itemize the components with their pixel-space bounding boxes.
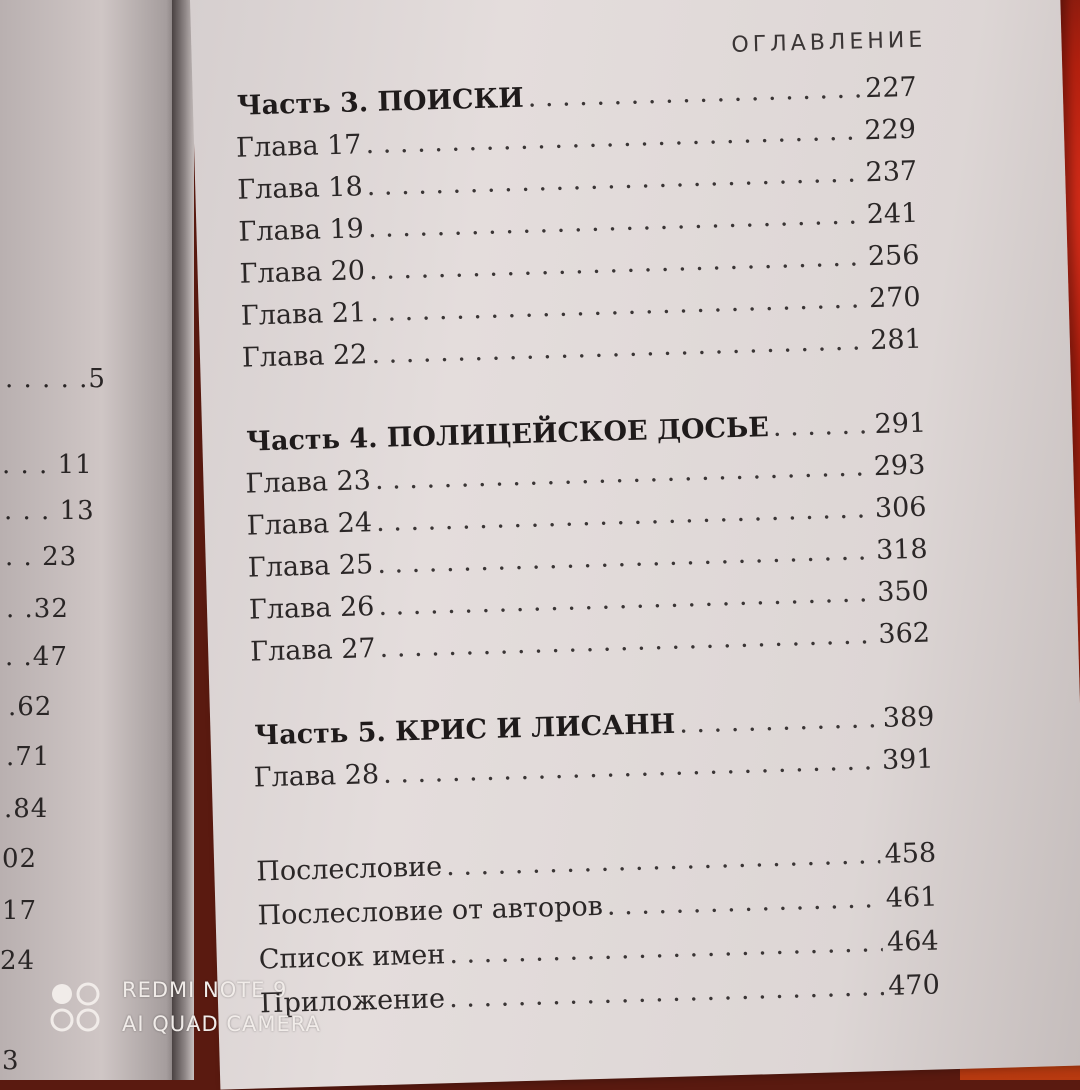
toc-page-number: 470	[887, 969, 941, 1002]
toc-label: Послесловие	[255, 851, 443, 888]
toc-chapter-row	[253, 744, 934, 794]
toc-page-number: 389	[882, 701, 935, 734]
toc-end-row	[258, 925, 939, 975]
left-page-number: . . . 13	[4, 496, 95, 526]
toc-chapter-row	[238, 198, 919, 248]
toc-label: Послесловие от авторов	[257, 890, 604, 932]
book-gutter	[172, 0, 194, 1080]
toc-page-number: 256	[867, 239, 920, 273]
toc-chapter-row	[245, 450, 926, 500]
toc-label: Список имен	[258, 939, 446, 976]
toc-leader-dots	[374, 451, 870, 496]
toc-chapter-row	[240, 282, 921, 332]
toc-page-number: 281	[869, 323, 923, 357]
toc-page-number: 270	[868, 281, 922, 315]
left-page-number: . . 23	[5, 542, 78, 572]
toc-label: Глава 22	[241, 339, 368, 374]
left-page-number: 17	[2, 896, 38, 926]
toc-page-number: 306	[874, 491, 927, 525]
toc-leader-dots	[606, 883, 882, 922]
toc-chapter-row	[249, 576, 930, 626]
toc-chapter-row	[247, 534, 928, 584]
toc-leader-dots	[365, 115, 861, 160]
watermark-camera: AI QUAD CAMERA	[122, 1012, 321, 1036]
left-page-number: . . . . .5	[5, 364, 106, 394]
toc-leader-dots	[370, 283, 866, 328]
toc-leader-dots	[367, 199, 863, 244]
toc-leader-dots	[383, 745, 879, 790]
left-page	[0, 0, 185, 1080]
left-page-number: 24	[0, 946, 36, 976]
toc-leader-dots	[527, 73, 861, 113]
left-page-number: 3	[2, 1046, 20, 1076]
toc-label: Глава 20	[239, 255, 366, 290]
toc-label: Глава 18	[236, 171, 364, 206]
toc-page-number: 464	[886, 925, 939, 958]
left-page-number: .84	[4, 794, 49, 824]
toc-label: Глава 28	[253, 759, 380, 794]
toc-leader-dots	[679, 703, 880, 740]
left-page-number: .71	[6, 742, 51, 772]
page-header: ОГЛАВЛЕНИЕ	[731, 27, 927, 58]
toc-label: Часть 4. ПОЛИЦЕЙСКОЕ ДОСЬЕ	[245, 412, 770, 458]
toc-leader-dots	[772, 409, 871, 443]
left-page-number: . . . 11	[2, 450, 93, 480]
toc-page-number: 293	[873, 449, 926, 483]
toc-leader-dots	[449, 971, 885, 1014]
watermark-model: REDMI NOTE 9	[122, 978, 288, 1002]
toc-label: Глава 24	[246, 507, 373, 542]
toc-end-row	[257, 881, 938, 931]
toc-page-number: 391	[881, 743, 934, 776]
toc-page-number: 458	[884, 837, 937, 870]
left-page-number: 02	[2, 844, 38, 874]
toc-part-row	[254, 702, 935, 752]
toc-leader-dots	[377, 535, 873, 580]
toc-leader-dots	[376, 493, 872, 538]
toc-part-row	[237, 72, 918, 122]
toc-end-row	[256, 838, 937, 888]
toc-leader-dots	[366, 157, 862, 202]
toc-label: Глава 26	[248, 591, 375, 626]
toc-chapter-row	[242, 324, 923, 374]
toc-label: Глава 19	[238, 213, 365, 248]
toc-label: Глава 25	[247, 549, 374, 584]
toc-chapter-row	[239, 240, 920, 290]
toc-page-number: 227	[864, 71, 918, 105]
left-page-number: .62	[8, 692, 53, 722]
left-page-number: . .32	[6, 594, 69, 624]
toc-label: Глава 17	[235, 129, 362, 164]
toc-label: Глава 23	[245, 465, 372, 500]
toc-label: Глава 27	[249, 633, 376, 668]
toc-page-number: 350	[876, 575, 930, 609]
toc-part-row	[246, 408, 927, 458]
toc-leader-dots	[446, 839, 881, 882]
toc-leader-dots	[449, 927, 884, 970]
toc-page-number: 241	[866, 197, 919, 231]
toc-leader-dots	[371, 325, 867, 370]
toc-chapter-row	[236, 114, 917, 164]
toc-page-number: 362	[878, 617, 931, 651]
toc-label: Глава 21	[240, 297, 367, 332]
toc-page-number: 318	[875, 533, 929, 567]
toc-label: Часть 3. ПОИСКИ	[236, 82, 525, 122]
toc-chapter-row	[246, 492, 927, 542]
toc-page-number: 291	[874, 407, 927, 441]
toc-end-row	[260, 969, 941, 1019]
toc-label: Часть 5. КРИС И ЛИСАНН	[254, 708, 676, 752]
toc-page-number: 237	[865, 155, 918, 189]
toc-leader-dots	[378, 577, 874, 622]
toc-leader-dots	[379, 619, 875, 664]
toc-chapter-row	[250, 618, 931, 668]
left-page-number: . .47	[5, 642, 68, 672]
right-page	[190, 0, 1080, 1090]
toc-label: Приложение	[259, 983, 446, 1020]
toc-page-number: 229	[863, 113, 917, 147]
toc-leader-dots	[369, 241, 865, 286]
toc-page-number: 461	[885, 881, 938, 914]
camera-logo-icon	[48, 980, 104, 1036]
toc-chapter-row	[237, 156, 918, 206]
